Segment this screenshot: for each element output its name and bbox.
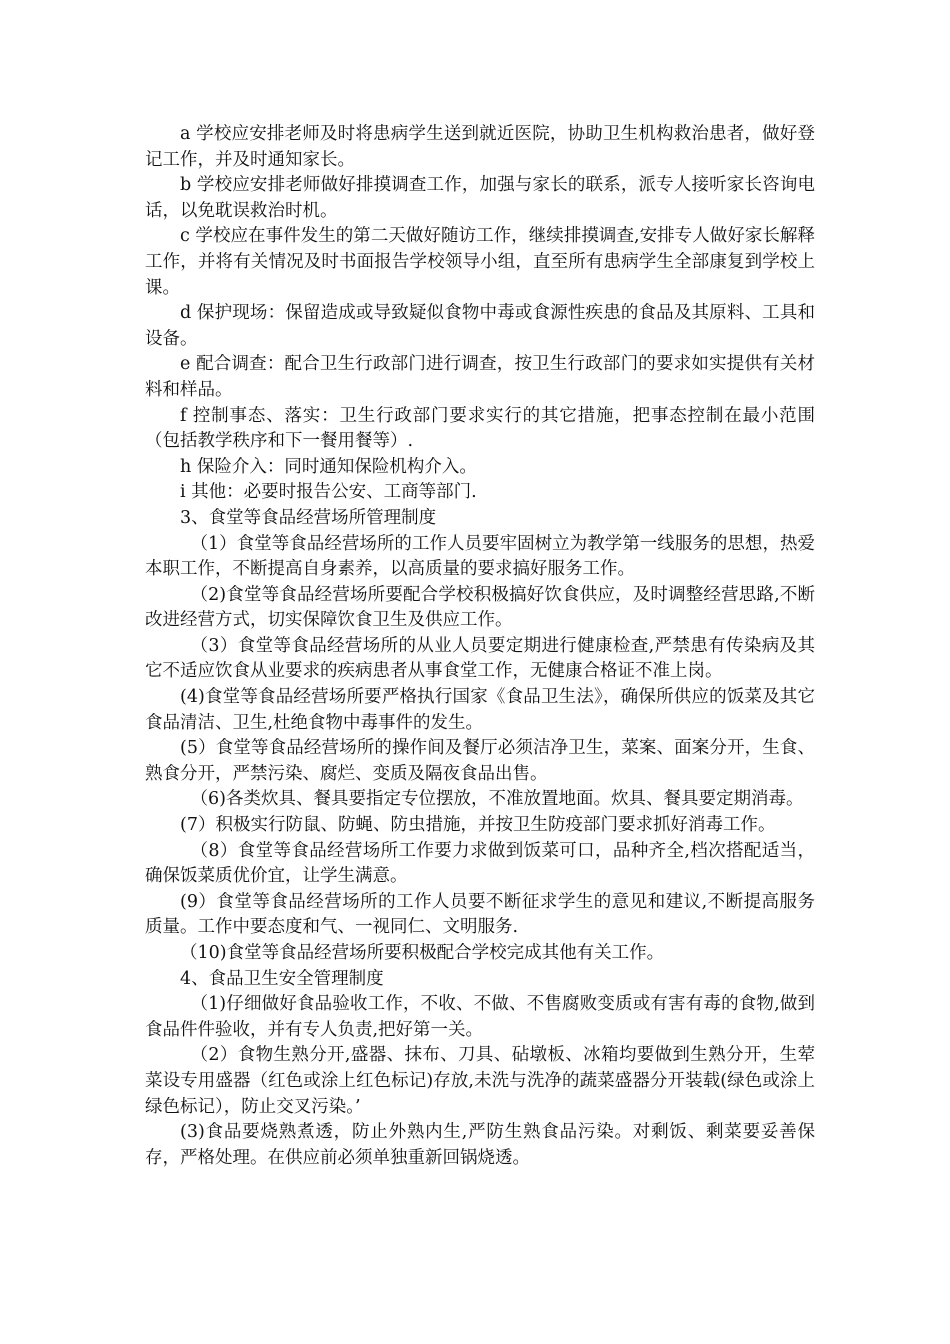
paragraph-3-2: （2)食堂等食品经营场所要配合学校积极搞好饮食供应，及时调整经营思路,不断改进经营方式，切实保障饮食卫生及供应工作。 [145,584,815,631]
paragraph-4-3: (3)食品要烧熟煮透，防止外熟内生,严防生熟食品污染。对剩饭、剩菜要妥善保存，严格处理。在供应前必须单独重新回锅烧透。 [145,1122,815,1168]
section-heading-4: 4、食品卫生安全管理制度 [180,968,384,989]
paragraph-3-1: （1）食堂等食品经营场所的工作人员要牢固树立为教学第一线服务的思想，热爱本职工作，不断提高自身素养，以高质量的要求搞好服务工作。 [145,533,815,580]
section-heading-3: 3、食堂等食品经营场所管理制度 [180,507,437,528]
paragraph-4-2: （2）食物生熟分开,盛器、抹布、刀具、砧墩板、冰箱均要做到生熟分开，生荤菜设专用盛器（红色或涂上红色标记)存放,未洗与洗净的蔬菜盛器分开装载(绿色或涂上绿色标记），防止交叉污染。’ [145,1045,815,1117]
paragraph-d-protect-scene: d 保护现场：保留造成或导致疑似食物中毒或食源性疾患的食品及其原料、工具和设备。 [145,303,815,349]
paragraph-3-4: (4)食堂等食品经营场所要严格执行国家《食品卫生法》，确保所供应的饭菜及其它食品清洁、卫生,杜绝食物中毒事件的发生。 [145,687,815,733]
paragraph-3-9: (9）食堂等食品经营场所的工作人员要不断征求学生的意见和建议,不断提高服务质量。工作中要态度和气、一视同仁、文明服务. [145,891,815,938]
paragraph-f-control: f 控制事态、落实：卫生行政部门要求实行的其它措施，把事态控制在最小范围（包括教学秩序和下一餐用餐等）. [145,405,815,452]
paragraph-3-3: （3）食堂等食品经营场所的从业人员要定期进行健康检查,严禁患有传染病及其它不适应饮食从业要求的疾病患者从事食堂工作，无健康合格证不准上岗。 [145,635,815,682]
paragraph-b-investigation: b 学校应安排老师做好排摸调查工作，加强与家长的联系，派专人接听家长咨询电话，以免耽误救治时机。 [145,175,815,221]
paragraph-3-6: （6)各类炊具、餐具要指定专位摆放，不准放置地面。炊具、餐具要定期消毒。 [190,789,804,810]
paragraph-e-cooperate: e 配合调查：配合卫生行政部门进行调查，按卫生行政部门的要求如实提供有关材料和样品。 [145,354,815,400]
paragraph-3-10: （10)食堂等食品经营场所要积极配合学校完成其他有关工作。 [180,943,665,963]
paragraph-c-follow-up: c 学校应在事件发生的第二天做好随访工作，继续排摸调查,安排专人做好家长解释工作，并将有关情况及时书面报告学校领导小组，直至所有患病学生全部康复到学校上课。 [145,226,815,298]
paragraph-3-5: (5）食堂等食品经营场所的操作间及餐厅必须洁净卫生，菜案、面案分开，生食、熟食分开，严禁污染、腐烂、变质及隔夜食品出售。 [145,738,815,784]
paragraph-3-8: （8）食堂等食品经营场所工作要力求做到饭菜可口，品种齐全,档次搭配适当，确保饭菜质优价宜，让学生满意。 [145,840,815,887]
paragraph-h-insurance: h 保险介入：同时通知保险机构介入。 [180,456,477,477]
paragraph-4-1: （1)仔细做好食品验收工作，不收、不做、不售腐败变质或有害有毒的食物,做到食品件件验收，并有专人负责,把好第一关。 [145,994,815,1040]
paragraph-a-send-to-hospital: a 学校应安排老师及时将患病学生送到就近医院，协助卫生机构救治患者，做好登记工作，并及时通知家长。 [145,124,815,170]
document-body [145,122,815,1171]
paragraph-i-other: i 其他：必要时报告公安、工商等部门. [180,482,477,503]
paragraph-3-7: (7）积极实行防鼠、防蝇、防虫措施，并按卫生防疫部门要求抓好消毒工作。 [180,815,776,836]
